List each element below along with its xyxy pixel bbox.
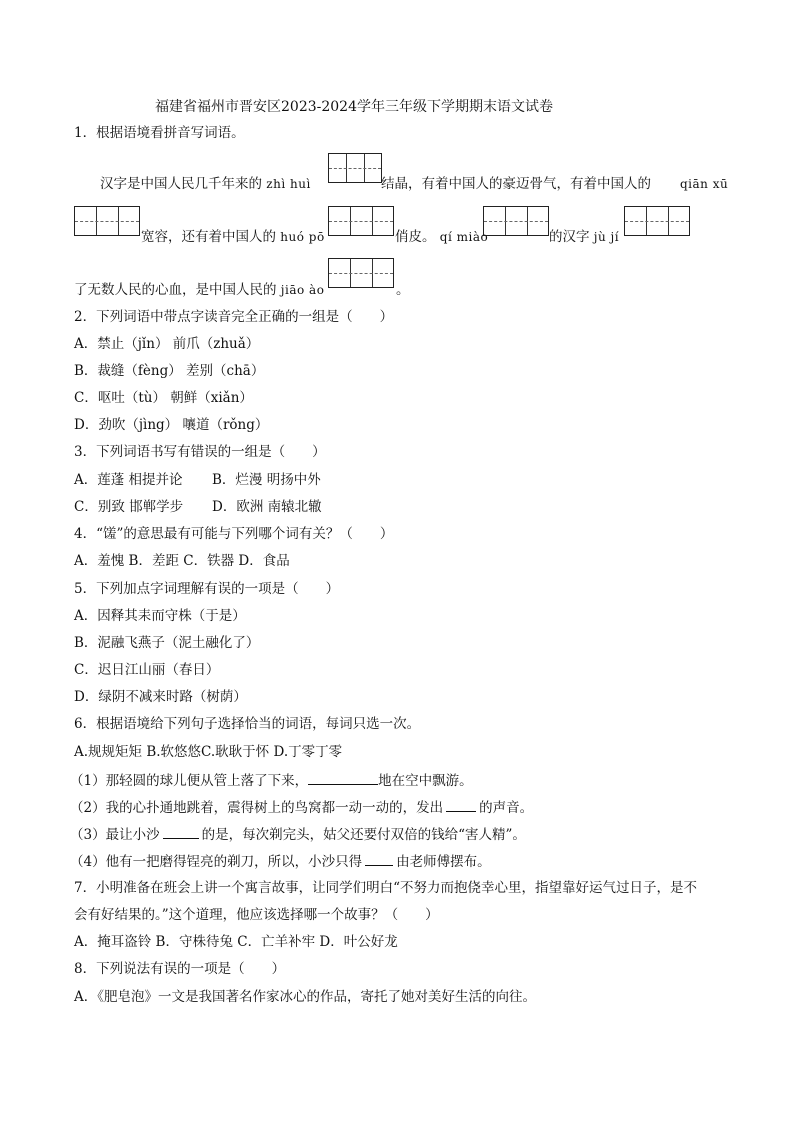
q2-stem: 2．下列词语中带点字读音完全正确的一组是（ ） (74, 309, 394, 325)
answer-box-2[interactable] (74, 206, 140, 236)
q6-s2-b: 的声音。 (479, 800, 534, 816)
blank-2[interactable] (446, 797, 476, 812)
q1-text-3b: 。 (396, 282, 410, 298)
q1-text-1 (100, 175, 311, 193)
q1-text-3a: 了无数人民的心血，是中国人民的 (74, 282, 277, 298)
q6-s3-a: （3）最让小沙 (70, 827, 160, 843)
q6-choices: A.规规矩矩 B.软悠悠C.耿耿于怀 D.丁零丁零 (74, 744, 343, 760)
q2-option-a: A．禁止（jǐn） 前爪（zhuǎ） (74, 336, 260, 352)
q3-option-c: C．别致 邯郸学步 (74, 499, 184, 515)
q6-s2-a: （2）我的心扑通地跳着，震得树上的鸟窝都一动一动的，发出 (70, 800, 444, 816)
q7-options: A．掩耳盗铃 B．守株待兔 C．亡羊补牢 D．叶公好龙 (74, 934, 398, 950)
q1-text-3 (74, 281, 324, 299)
q6-s1-b: 地在空中飘游。 (378, 773, 473, 789)
pinyin-qianxu-text: qiān xū (680, 177, 729, 191)
q4-stem: 4．“馐”的意思最有可能与下列哪个词有关？（ ） (74, 526, 394, 542)
q4-options: A．羞愧 B．差距 C．铁器 D．食品 (74, 553, 290, 569)
answer-box-5[interactable] (624, 206, 690, 236)
q6-s4-b: 由老师傅摆布。 (396, 854, 491, 870)
q3-option-b: B．烂漫 明扬中外 (212, 472, 321, 488)
q5-option-b: B．泥融飞燕子（泥土融化了） (74, 635, 260, 651)
pinyin-jiaoao: jiāo ào (280, 283, 325, 297)
q1-text-1b: 结晶，有着中国人的豪迈骨气，有着中国人的 (381, 176, 651, 192)
q6-s4-a: （4）他有一把磨得锃亮的剃刀，所以，小沙只得 (70, 854, 363, 870)
q1-text-2a: 宽容，还有着中国人的 (141, 229, 276, 245)
q1-text-2b (395, 228, 488, 246)
q1-text-2c (549, 228, 619, 246)
q1-text-2 (141, 228, 325, 246)
q6-sentence-3 (70, 824, 526, 844)
q1-text-2b-a: 俏皮。 (395, 229, 436, 245)
pinyin-qianxu (680, 175, 728, 193)
q2-option-b: B．裁缝（fèng） 差别（chā） (74, 363, 265, 379)
answer-box-1[interactable] (328, 153, 382, 183)
q5-option-c: C．迟日江山丽（春日） (74, 662, 220, 678)
q3-option-d: D．欧洲 南辕北辙 (212, 499, 322, 515)
q6-s1-a: （1）那轻圆的球儿便从管上落了下来， (70, 773, 309, 789)
answer-box-3[interactable] (328, 206, 394, 236)
answer-box-6[interactable] (328, 258, 394, 288)
blank-3[interactable] (163, 824, 199, 839)
pinyin-huopo: huó pō (280, 230, 325, 244)
q2-option-d: D．劲吹（jìng） 嚷道（rǒng） (74, 417, 269, 433)
q5-option-a: A．因释其耒而守株（于是） (74, 608, 246, 624)
pinyin-zhihui: zhì huì (266, 177, 311, 191)
q6-s3-b: 的是，每次剃完头，姑父还要付双倍的钱给“害人精”。 (201, 827, 526, 843)
q7-line-1: 7．小明准备在班会上讲一个寓言故事，让同学们明白“不努力而抱侥幸心里，指望靠好运气过日子，是不 (74, 880, 697, 896)
q1-text-2c-a: 的汉字 (549, 229, 590, 245)
blank-1[interactable] (308, 770, 378, 785)
q1-text-1a: 汉字是中国人民几千年来的 (100, 176, 262, 192)
q5-stem: 5．下列加点字词理解有误的一项是（ ） (74, 581, 340, 597)
pinyin-qimiao: qí miào (439, 230, 489, 244)
q6-sentence-2 (70, 797, 533, 817)
q3-option-a: A．莲蓬 相提并论 (74, 472, 183, 488)
q7-line-2: 会有好结果的。”这个道理，他应该选择哪一个故事？（ ） (74, 907, 439, 923)
q1-stem: 1．根据语境看拼音写词语。 (74, 125, 245, 141)
answer-box-4[interactable] (483, 206, 549, 236)
q5-option-d: D．绿阴不减来时路（树荫） (74, 689, 247, 705)
q6-sentence-1 (70, 770, 473, 790)
page-title: 福建省福州市晋安区2023-2024学年三年级下学期期末语文试卷 (155, 99, 553, 115)
q6-sentence-4 (70, 851, 491, 871)
q8-stem: 8．下列说法有误的一项是（ ） (74, 961, 286, 977)
q8-option-a: A．《肥皂泡》一文是我国著名作家冰心的作品，寄托了她对美好生活的向往。 (74, 989, 536, 1005)
q6-stem: 6．根据语境给下列句子选择恰当的词语，每词只选一次。 (74, 716, 421, 732)
blank-4[interactable] (365, 851, 393, 866)
q2-option-c: C．呕吐（tù） 朝鲜（xiǎn） (74, 390, 253, 406)
q3-stem: 3．下列词语书写有错误的一组是（ ） (74, 444, 326, 460)
pinyin-juji: jù jí (593, 230, 620, 244)
